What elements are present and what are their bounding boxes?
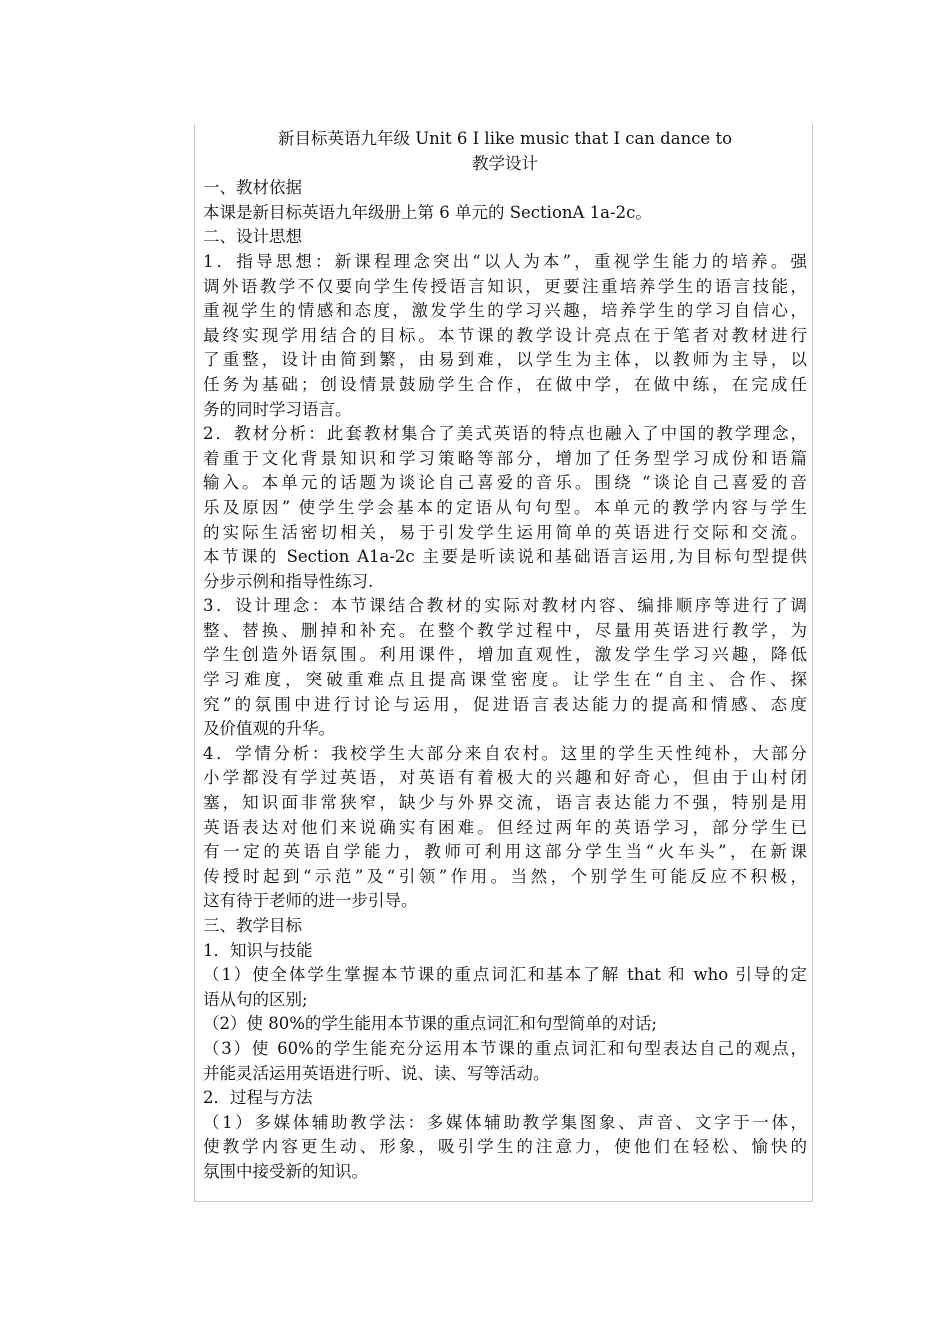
text-line: 最终实现学用结合的目标。本节课的教学设计亮点在于笔者对教材进行 xyxy=(203,325,807,345)
text-line: 究”的氛围中进行讨论与运用，促进语言表达能力的提高和情感、态度 xyxy=(203,694,807,714)
text-line: 调外语教学不仅要向学生传授语言知识，更要注重培养学生的语言技能， xyxy=(203,276,807,296)
text-line: 学习难度，突破重难点且提高课堂密度。让学生在“自主、合作、探 xyxy=(203,670,807,690)
text-line: 1．指导思想：新课程理念突出“以人为本”，重视学生能力的培养。强 xyxy=(203,251,807,271)
text-line: 2．过程与方法 xyxy=(203,1088,313,1108)
document-subtitle: 教学设计 xyxy=(472,153,538,173)
document-text xyxy=(203,176,807,1184)
document-title: 新目标英语九年级 Unit 6 I like music that I can dance to xyxy=(277,129,733,148)
text-line: （2）使 80%的学生能用本节课的重点词汇和句型简单的对话; xyxy=(203,1014,657,1034)
text-line: （3）使 60%的学生能充分运用本节课的重点词汇和句型表达自己的观点， xyxy=(203,1038,807,1058)
text-line: （1）多媒体辅助教学法：多媒体辅助教学集图象、声音、文字于一体， xyxy=(203,1112,807,1132)
text-line: 4．学情分析：我校学生大部分来自农村。这里的学生天性纯朴，大部分 xyxy=(203,743,807,763)
text-line: 任务为基础；创设情景鼓励学生合作，在做中学，在做中练，在完成任 xyxy=(203,374,807,394)
text-line: 小学都没有学过英语，对英语有着极大的兴趣和好奇心，但由于山村闭 xyxy=(203,768,807,788)
text-line: 务的同时学习语言。 xyxy=(203,399,352,419)
text-line: 三、教学目标 xyxy=(203,916,302,935)
text-line: 的实际生活密切相关，易于引发学生运用简单的英语进行交际和交流。 xyxy=(203,522,807,542)
text-line: 学生创造外语氛围。利用课件，增加直观性，激发学生学习兴趣，降低 xyxy=(203,645,807,665)
text-line: 3．设计理念：本节课结合教材的实际对教材内容、编排顺序等进行了调 xyxy=(203,596,807,616)
text-line: 二、设计思想 xyxy=(203,227,302,247)
text-line: 重视学生的情感和态度，激发学生的学习兴趣，培养学生的学习自信心， xyxy=(203,301,807,321)
text-line: 语从句的区别; xyxy=(203,989,308,1009)
text-line: 着重于文化背景知识和学习策略等部分，增加了任务型学习成份和语篇 xyxy=(203,448,807,468)
text-line: 使教学内容更生动、形象，吸引学生的注意力，使他们在轻松、愉快的 xyxy=(203,1137,807,1157)
text-line: 一、教材依据 xyxy=(203,178,302,198)
text-line: 传授时起到“示范”及“引领”作用。当然，个别学生可能反应不积极， xyxy=(203,866,807,886)
text-line: 本课是新目标英语九年级册上第 6 单元的 SectionA 1a-2c。 xyxy=(203,202,652,222)
text-line: 并能灵活运用英语进行听、说、读、写等活动。 xyxy=(203,1063,550,1083)
text-line: 及价值观的升华。 xyxy=(203,719,335,739)
document-body xyxy=(203,127,807,1185)
text-line: （1）使全体学生掌握本节课的重点词汇和基本了解 that 和 who 引导的定 xyxy=(203,965,807,985)
text-line: 氛围中接受新的知识。 xyxy=(203,1161,368,1181)
text-line: 整、替换、删掉和补充。在整个教学过程中，尽量用英语进行教学，为 xyxy=(203,620,807,640)
text-line: 有一定的英语自学能力，教师可利用这部分学生当“火车头”，在新课 xyxy=(203,842,807,862)
text-line: 乐及原因” 使学生学会基本的定语从句句型。本单元的教学内容与学生 xyxy=(203,497,807,517)
text-line: 本节课的 Section A1a-2c 主要是听读说和基础语言运用,为目标句型提供 xyxy=(203,547,807,567)
text-line: 输入。本单元的话题为谈论自己喜爱的音乐。围绕 “谈论自己喜爱的音 xyxy=(203,473,807,493)
text-line: 英语表达对他们来说确实有困难。但经过两年的英语学习，部分学生已 xyxy=(203,817,807,837)
document-frame xyxy=(194,124,813,1202)
text-line: 2．教材分析：此套教材集合了美式英语的特点也融入了中国的教学理念， xyxy=(203,424,807,444)
text-line: 分步示例和指导性练习. xyxy=(203,571,374,591)
text-line: 塞，知识面非常狭窄，缺少与外界交流，语言表达能力不强，特别是用 xyxy=(203,793,807,813)
text-line: 这有待于老师的进一步引导。 xyxy=(203,891,418,911)
text-line: 了重整，设计由简到繁，由易到难，以学生为主体，以教师为主导，以 xyxy=(203,350,807,370)
text-line: 1．知识与技能 xyxy=(203,940,313,960)
